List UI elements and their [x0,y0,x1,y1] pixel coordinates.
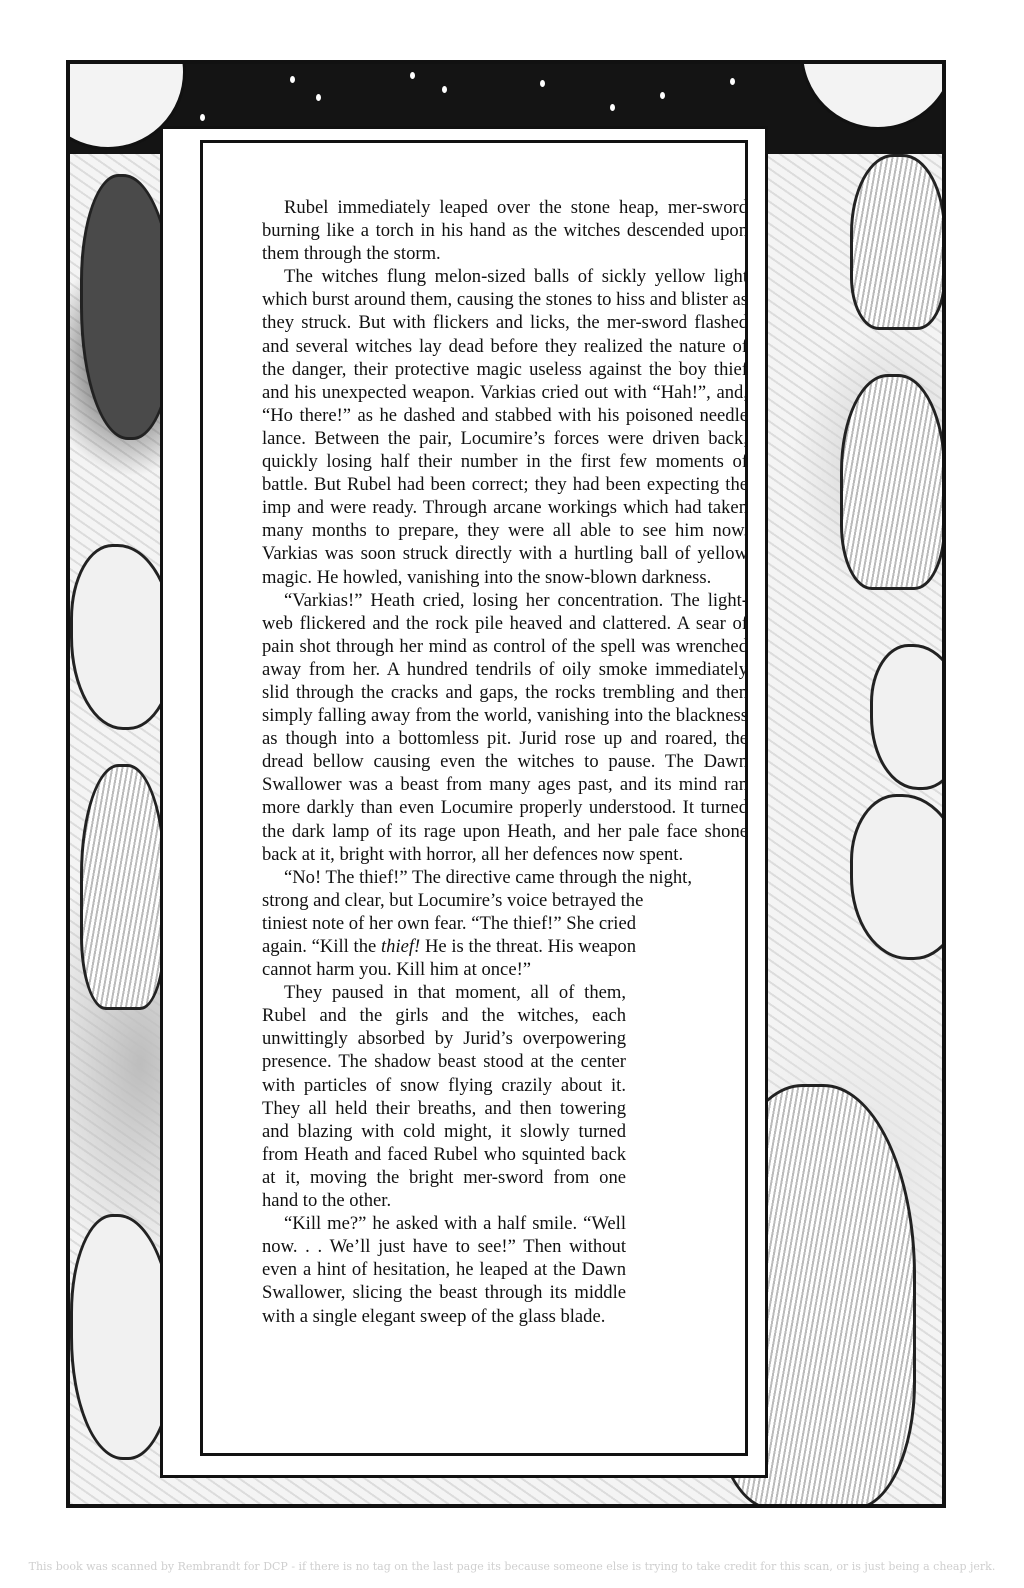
transition-text: tiniest note of her own fear. “The thief!” She cried again. “Kill the [262,912,636,957]
paragraph: They paused in that moment, all of them, Rubel and the girls and the witches, each unwittingly absorbed by Jurid’s overpowering presence. The shadow beast stood at the center with particles of snow flying crazily about it. They all held their breaths, and then towering and blazing with cold might, it slowly turned from Heath and faced Rubel who squinted back at it, moving the bright mer-sword from one hand to the other. [262,982,626,1212]
witch-figure [850,154,946,330]
paragraph [262,912,636,981]
paragraph: “Kill me?” he asked with a half smile. “Well now. . . We’ll just have to see!” Then without even a hint of hesitation, he leaped at the Dawn Swallower, slicing the beast through its middle with a single elegant sweep of the glass blade. [262,1213,626,1327]
narrow-column [262,912,636,1328]
transition-text: He is the threat. His weapon cannot harm you. Kill him at once!” [262,936,637,981]
snowflake [316,94,321,101]
emphasis-word: thief! [381,936,421,957]
heath-figure [80,764,166,1010]
scan-credit: This book was scanned by Rembrandt for DCP - if there is no tag on the last page its because someone else is trying to take credit for this scan, or is just being a cheap jerk. [28,1560,996,1573]
snowflake [410,72,415,79]
transition-text: “No! The thief!” The directive came through the night, strong and clear, but Locumire’s voice betrayed the [262,866,692,911]
paragraph [262,866,692,912]
paragraph: Rubel immediately leaped over the stone heap, mer-sword burning like a torch in his hand as the witches descended upon them through the storm. [262,197,748,265]
rock [850,794,946,960]
snowflake [442,86,447,93]
paragraph: The witches flung melon-sized balls of sickly yellow light which burst around them, causing the stones to hiss and blister as they struck. But with flickers and licks, the mer-sword flashed and several witches lay dead before they realized the nature of the danger, their protective magic useless against the boy thief and his unexpected weapon. Varkias cried out with “Hah!”, and, “Ho there!” as he dashed and stabbed with his poisoned needle lance. Between the pair, Locumire’s forces were driven back, quickly losing half their number in the first few moments of battle. But Rubel had been correct; they had been expecting the imp and were ready. Through arcane workings which had taken many months to prepare, they were all able to see him now. Varkias was soon struck directly with a hurtling ball of yellow magic. He howled, vanishing into the snow-blown darkness. [262,266,748,588]
paragraph: “Varkias!” Heath cried, losing her concentration. The light-web flickered and the rock pile heaved and clattered. A sear of pain shot through her mind as control of the spell was wrenched away from her. A hundred tendrils of oily smoke immediately slid through the cracks and gaps, the rocks trembling and then simply falling away from the world, vanishing into the blackness as though into a bottomless pit. Jurid rose up and roared, the dread bellow causing even the witches to pause. The Dawn Swallower was a beast from many ages past, and its mind ran more darkly than even Locumire properly understood. It turned the dark lamp of its rage upon Heath, and her pale face shone back at it, bright with horror, all her defences now spent. [262,589,748,865]
story-text [262,196,748,1328]
snowflake [540,80,545,87]
rock [870,644,946,790]
snowflake [730,78,735,85]
snowflake [290,76,295,83]
snowflake [200,114,205,121]
snowflake [610,104,615,111]
snowflake [660,92,665,99]
witch-figure [840,374,946,590]
